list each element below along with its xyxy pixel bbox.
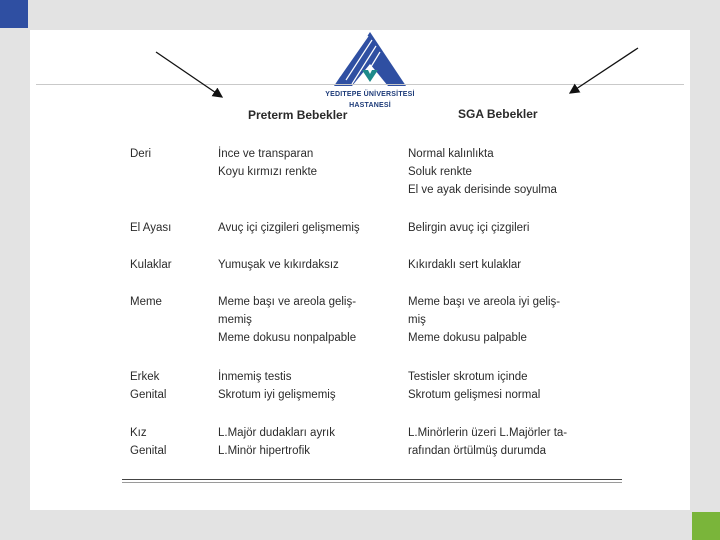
cell-preterm-line: L.Majör dudakları ayrık (218, 427, 335, 439)
cell-sga-line: L.Minörlerin üzeri L.Majörler ta- (408, 427, 568, 439)
corner-square-blue (0, 0, 28, 28)
cell-label-line: El Ayası (130, 222, 172, 234)
arrows-layer (30, 30, 690, 130)
cell-sga-line: miş (408, 314, 426, 326)
cell-preterm-line: Meme dokusu nonpalpable (218, 332, 357, 344)
cell-preterm-line: Avuç içi çizgileri gelişmemiş (218, 222, 360, 234)
logo-hospital-name: HASTANESİ (349, 102, 391, 109)
table-bottom-rule (122, 479, 622, 480)
cell-preterm-line: İnce ve transparan (218, 148, 314, 160)
cell-preterm-line: Koyu kırmızı renkte (218, 166, 318, 178)
cell-label-line: Genital (130, 389, 167, 401)
corner-square-green (692, 512, 720, 540)
cell-sga-line: rafından örtülmüş durumda (408, 445, 547, 457)
cell-label-line: Kız (130, 427, 147, 439)
cell-sga-line: Meme dokusu palpable (408, 332, 527, 344)
cell-label-line: Deri (130, 148, 152, 160)
cell-preterm-line: Skrotum iyi gelişmemiş (218, 389, 336, 401)
cell-sga-line: Skrotum gelişmesi normal (408, 389, 541, 401)
cell-label-line: Erkek (130, 371, 160, 383)
slide (30, 30, 690, 510)
cell-preterm-line: Meme başı ve areola geliş- (218, 296, 357, 308)
cell-sga-line: El ve ayak derisinde soyulma (408, 184, 557, 196)
cell-sga-line: Testisler skrotum içinde (408, 371, 528, 383)
cell-sga-line: Meme başı ve areola iyi geliş- (408, 296, 561, 308)
cell-label-line: Meme (130, 296, 162, 308)
cell-sga-line: Normal kalınlıkta (408, 148, 494, 160)
header-preterm: Preterm Bebekler (248, 108, 348, 122)
arrow-left-icon (156, 52, 222, 97)
cell-preterm-line: memiş (218, 314, 252, 326)
logo-university-name: YEDITEPE ÜNİVERSİTESİ (325, 91, 415, 98)
cell-sga-line: Kıkırdaklı sert kulaklar (408, 259, 522, 271)
table-bottom-rule-thin (122, 482, 622, 483)
header-sga: SGA Bebekler (458, 107, 538, 121)
cell-preterm-line: L.Minör hipertrofik (218, 445, 311, 457)
cell-label-line: Genital (130, 445, 167, 457)
arrow-right-icon (570, 48, 638, 93)
cell-sga-line: Soluk renkte (408, 166, 472, 178)
cell-label-line: Kulaklar (130, 259, 172, 271)
cell-preterm-line: İnmemiş testis (218, 371, 292, 383)
cell-preterm-line: Yumuşak ve kıkırdaksız (218, 259, 339, 271)
cell-sga-line: Belirgin avuç içi çizgileri (408, 222, 530, 234)
